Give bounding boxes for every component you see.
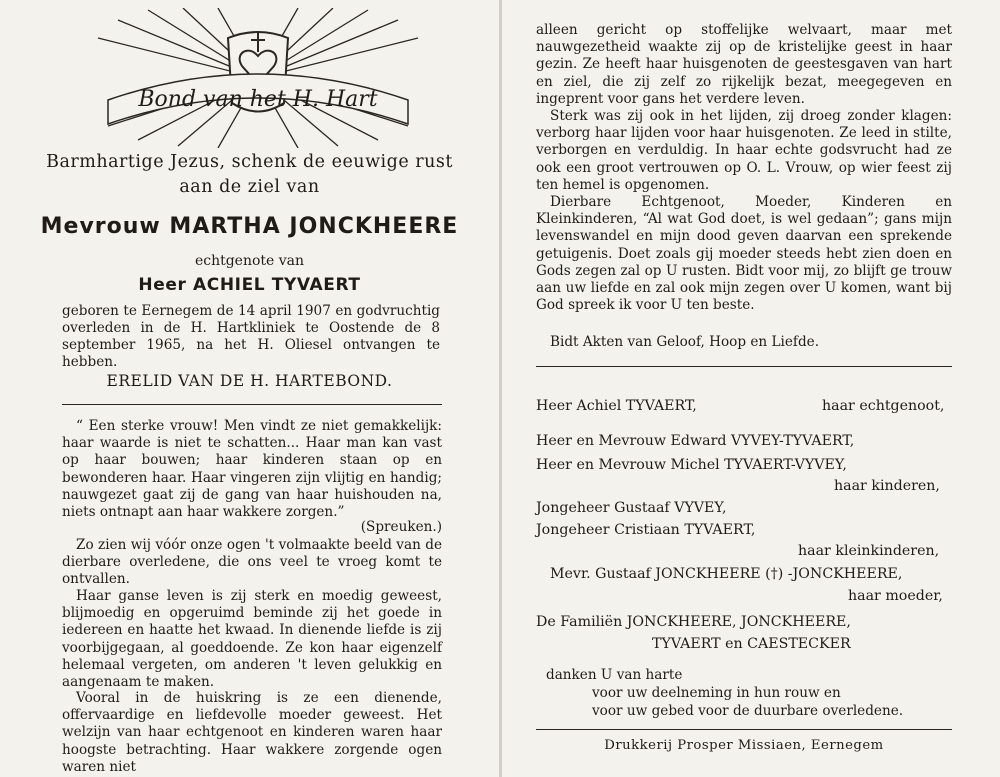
grandchildren-role: haar kleinkinderen, [798,543,940,559]
family-grandchild-1: Jongeheer Gustaaf VYVEY, [536,500,727,516]
family-child-2: Heer en Mevrouw Michel TYVAERT-VYVEY, [536,457,847,473]
paragraph-perfect-image: Zo zien wij vóór onze ogen 't volmaakte beeld van de dierbare overledene, die ons veel te vroeg komt te ontvallen. [62,537,442,588]
mother-role: haar moeder, [848,588,943,604]
left-panel [0,0,499,777]
family-mother: Mevr. Gustaaf JONCKHEERE (†) -JONCKHEERE, [550,566,903,582]
paragraph-home-life: Vooral in de huiskring is ze een dienende, offervaardige en liefdevolle moeder geweest. Het welzijn van haar echtgenoot en kinderen waren haar hoogste betrachting. Haar wakkere zorgende ogen waren niet [62,690,442,775]
paragraph-suffering: Sterk was zij ook in het lijden, zij droeg zonder klagen: verborg haar lijden voor haar huisgenoten. Ze leed in stilte, verborgen en verduldig. In haar echte godsvrucht had ze ook een groot vertrouwen op O. L. Vrouw, op wier feest zij ten hemel is opgenomen. [536,108,952,193]
divider-left [62,404,442,405]
sacred-heart-emblem [78,8,438,148]
paragraph-continued: alleen gericht op stoffelijke welvaart, maar met nauwgezetheid waakte zij op de kristelijke geest in haar gezin. Ze heeft haar huisgenoten de geestesgaven van hart en ziel, die zij zelf zo rijkelijk bezat, meegegeven en ingeprent voor gans het verdere leven. [536,22,952,107]
paragraph-strong-life: Haar ganse leven is zij sterk en moedig geweest, blijmoedig en opgeruimd beminde zij het goede in iedereen en haatte het kwaad. In dienende liefde is zij voorbijgegaan, al goeddoende. Ze kon haar eigenzelf helemaal vergeten, om anderen 't leven gelukkig en aangenaam te maken. [62,588,442,691]
spouse-name: Heer ACHIEL TYVAERT [138,275,361,295]
thanks-line-2: voor uw deelneming in hun rouw en [592,685,841,701]
spouse-intro: echtgenote van [194,253,305,269]
families-line-2: TYVAERT en CAESTECKER [652,636,851,652]
family-grandchild-2: Jongeheer Cristiaan TYVAERT, [536,522,756,538]
prayer-line-1: Barmhartige Jezus, schenk de eeuwige rust [46,152,453,172]
prayer-acts: Bidt Akten van Geloof, Hoop en Liefde. [550,334,820,350]
husband-role: haar echtgenoot, [822,398,945,414]
families-line-1: De Familiën JONCKHEERE, JONCKHEERE, [536,614,851,630]
deceased-name: Mevrouw MARTHA JONCKHEERE [40,214,459,239]
prayer-line-2: aan de ziel van [179,177,320,197]
thanks-line-1: danken U van harte [546,667,683,683]
birth-death-details: geboren te Eernegem de 14 april 1907 en godvruchtig overleden in de H. Hartkliniek te Oostende de 8 september 1965, na het H. Oliesel ontvangen te hebben. [62,303,440,370]
family-husband: Heer Achiel TYVAERT, [536,398,697,414]
paragraph-farewell: Dierbare Echtgenoot, Moeder, Kinderen en Kleinkinderen, “Al wat God doet, is wel gedaan”; gans mijn levenswandel en mijn dood geven daarvan een sprekende getuigenis. Doet zoals gij moeder steeds hebt zien doen en Gods zegen zal op U rusten. Bidt voor mij, zo blijft ge trouw aan uw liefde en zal ook mijn zegen over U komen, want bij God spreek ik voor U ten beste. [536,194,952,314]
printer-credit: Drukkerij Prosper Missiaen, Eernegem [604,738,884,753]
divider-right-bottom [536,729,952,730]
membership-line: ERELID VAN DE H. HARTEBOND. [106,372,393,390]
family-child-1: Heer en Mevrouw Edward VYVEY-TYVAERT, [536,433,855,449]
children-role: haar kinderen, [834,478,940,494]
proverbs-quote: “ Een sterke vrouw! Men vindt ze niet gemakkelijk: haar waarde is niet te schatten... Haar man kan vast op haar bouwen; haar kinderen staan op en bewonderen haar. Haar vingeren zijn vlijtig en handig; nauwgezet gaat zij de gang van haar huishouden na, niets ontnapt aan haar wakkere zorgen.” [62,418,442,521]
quote-source: (Spreuken.) [360,519,442,535]
divider-right-top [536,366,952,367]
emblem-banner-text: Bond van het H. Hart [138,87,378,112]
thanks-line-3: voor uw gebed voor de duurbare overledene. [592,703,904,719]
